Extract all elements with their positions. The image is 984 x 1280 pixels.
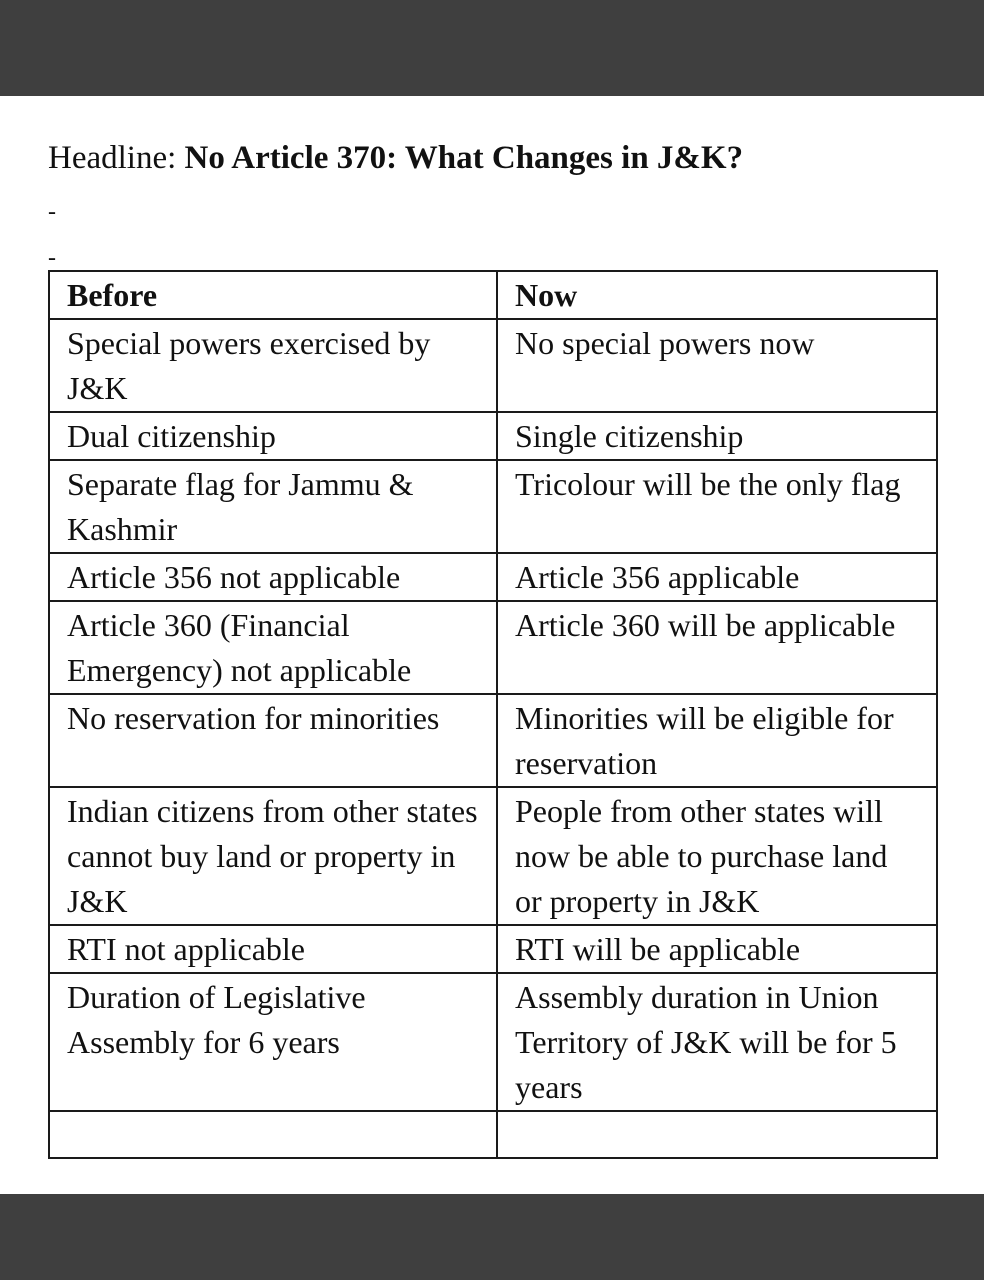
table-row bbox=[49, 412, 937, 460]
table-row bbox=[49, 973, 937, 1111]
top-dark-bar bbox=[0, 0, 984, 96]
cell-now: Article 356 applicable bbox=[497, 553, 937, 601]
cell-now: RTI will be applicable bbox=[497, 925, 937, 973]
table-row bbox=[49, 925, 937, 973]
separator-dash: - bbox=[48, 199, 56, 225]
headline bbox=[48, 138, 743, 178]
table-row bbox=[49, 601, 937, 694]
cell-before: Separate flag for Jammu & Kashmir bbox=[49, 460, 497, 553]
cell-before: No reservation for minorities bbox=[49, 694, 497, 787]
cell-before: Duration of Legislative Assembly for 6 years bbox=[49, 973, 497, 1111]
table-row bbox=[49, 319, 937, 412]
separator-dash: - bbox=[48, 245, 56, 271]
cell-before bbox=[49, 1111, 497, 1158]
cell-before: Article 360 (Financial Emergency) not applicable bbox=[49, 601, 497, 694]
cell-before: Special powers exercised by J&K bbox=[49, 319, 497, 412]
cell-now: Assembly duration in Union Territory of J&K will be for 5 years bbox=[497, 973, 937, 1111]
cell-now: Minorities will be eligible for reservation bbox=[497, 694, 937, 787]
table-row bbox=[49, 553, 937, 601]
cell-now: Article 360 will be applicable bbox=[497, 601, 937, 694]
headline-prefix: Headline: bbox=[48, 140, 185, 176]
cell-now: No special powers now bbox=[497, 319, 937, 412]
table-header-row bbox=[49, 271, 937, 319]
table-row bbox=[49, 694, 937, 787]
bottom-dark-bar bbox=[0, 1194, 984, 1280]
headline-title: No Article 370: What Changes in J&K? bbox=[184, 140, 744, 176]
cell-before: Article 356 not applicable bbox=[49, 553, 497, 601]
header-before: Before bbox=[49, 271, 497, 319]
cell-before: Indian citizens from other states cannot buy land or property in J&K bbox=[49, 787, 497, 925]
cell-now: Single citizenship bbox=[497, 412, 937, 460]
cell-before: Dual citizenship bbox=[49, 412, 497, 460]
table-row bbox=[49, 460, 937, 553]
table-row bbox=[49, 787, 937, 925]
cell-now: People from other states will now be able to purchase land or property in J&K bbox=[497, 787, 937, 925]
cell-now bbox=[497, 1111, 937, 1158]
cell-now: Tricolour will be the only flag bbox=[497, 460, 937, 553]
header-now: Now bbox=[497, 271, 937, 319]
comparison-table bbox=[48, 270, 938, 1159]
cell-before: RTI not applicable bbox=[49, 925, 497, 973]
table-row-empty bbox=[49, 1111, 937, 1158]
